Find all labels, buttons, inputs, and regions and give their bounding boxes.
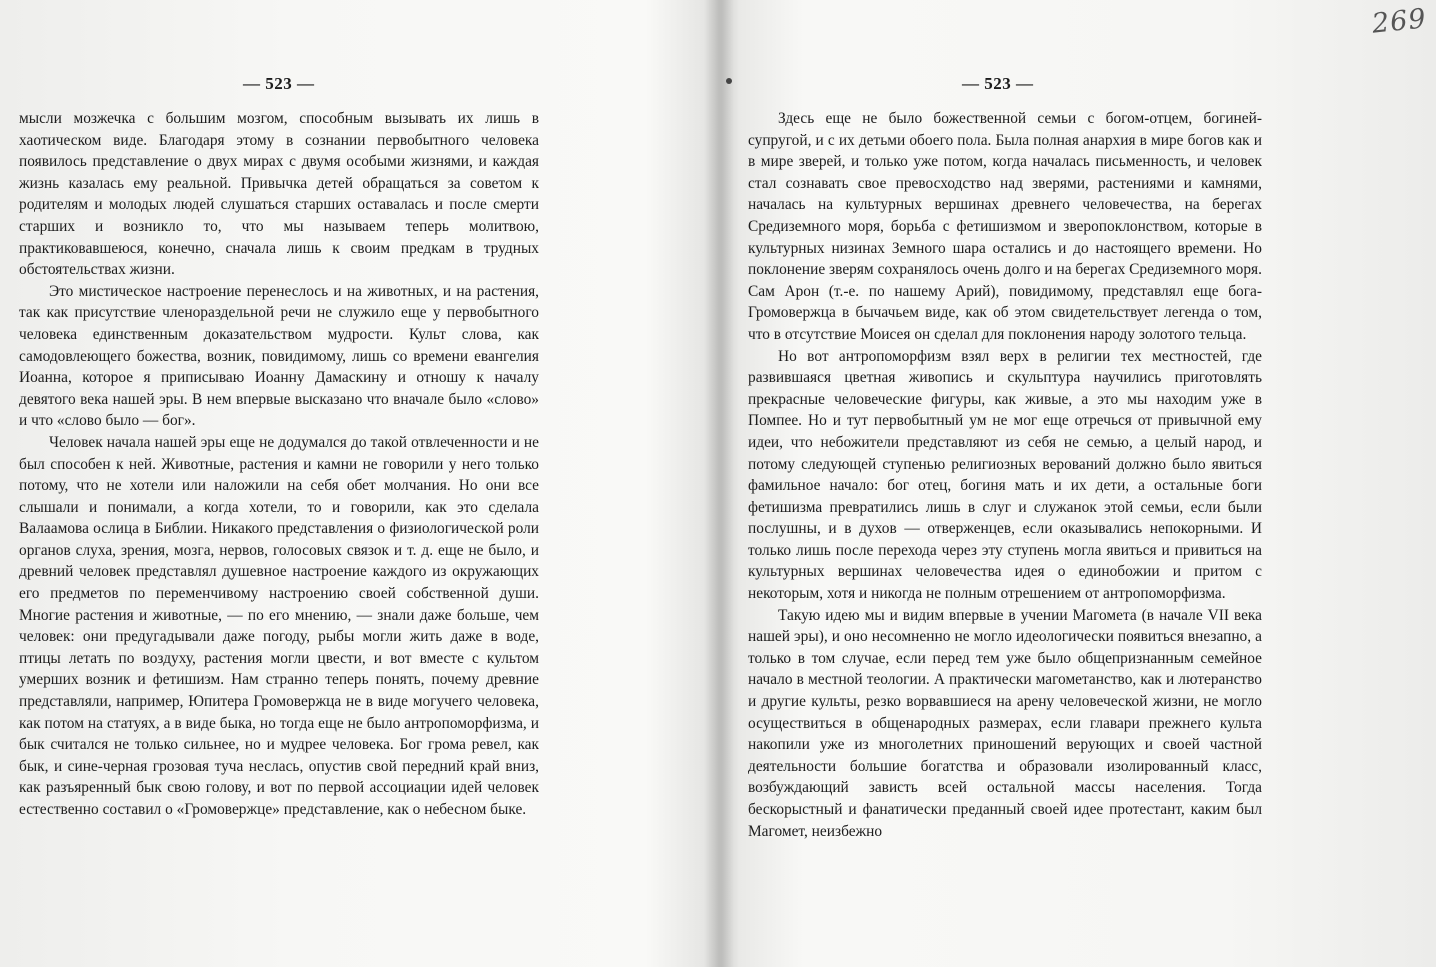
paragraph: Такую идею мы и видим впервые в учении Магомета (в начале VII века нашей эры), и оно несомненно не могло идеологически появиться внезапно, а только в том случае, если перед тем уже было общепризнанным семейное начало в местной теологии. А практически магометанство, как и лютеранство и другие культы, резко ворвавшиеся на арену человеческой жизни, не могло осуществиться в общенародных размерах, если главари прежнего культа накопили уже из многолетних приношений верующих и своей частной деятельности большие богатства и образовали изолированный класс, возбуждающий зависть всей остальной массы населения. Тогда бескорыстный и фанатически преданный своей идее протестант, каким был Магомет, неизбежно	[748, 606, 1262, 840]
binding-dot	[726, 78, 732, 84]
page-number: — 523 —	[962, 74, 1034, 93]
handwritten-folio-number: 269	[1370, 3, 1429, 40]
paragraph: Это мистическое настроение перенеслось и на животных, и на растения, так как присутствие членораздельной речи не служило еще у первобытного человека единственным доказательством мудрости. Культ слова, как самодовлеющего божества, возник, повидимому, лишь со времени евангелия Иоанна, которое я приписываю Иоанну Дамаскину и отношу к началу девятого века нашей эры. В нем впервые высказано что вначале было «слово» и что «слово было — бог».	[19, 282, 539, 430]
page-text	[19, 108, 539, 821]
page-number: — 523 —	[243, 74, 315, 93]
paragraph: мысли мозжечка с большим мозгом, способным вызывать их лишь в хаотическом виде. Благодаря этому в сознании первобытного человека появилось представление о двух мирах с двумя особыми жизнями, и каждая жизнь казалась ему реальной. Привычка детей обращаться за советом к родителям и молодых людей слушаться старших оставалась и после смерти старших и возникло то, что мы называем теперь молитвою, практиковавшеюся, конечно, сначала лишь к своим предкам в трудных обстоятельствах жизни.	[19, 110, 539, 279]
right-page	[718, 0, 1436, 967]
page-text	[748, 108, 1262, 842]
paragraph: Человек начала нашей эры еще не додумался до такой отвлеченности и не был способен к ней. Животные, растения и камни не говорили у него только потому, что не хотели или наложили на себя обет молчания. Но они все слышали и понимали, а когда хотели, то и говорили, как это сделала Валаамова ослица в Библии. Никакого представления о физиологической роли органов слуха, зрения, мозга, нервов, голосовых связок и т. д. еще не было, и древний человек представлял душевное настроение каждого из окружающих его предметов по переменчивому настроению своей собственной души. Многие растения и животные, — по его мнению, — знали даже больше, чем человек: они предугадывали даже погоду, рыбы могли жить даже в воде, птицы летать по воздуху, растения могли цвести, и вот вместе с культом умерших возник и фетишизм. Нам странно теперь понять, почему древние представляли, например, Юпитера Громовержца не в виде могучего человека, как потом на статуях, а в виде быка, но тогда еще не было антропоморфизма, и бык считался не только сильнее, но и мудрее человека. Бог грома ревел, как бык, и сине-черная грозовая туча неслась, опустив свой передний край вниз, как разъяренный бык свою голову, и вот по первой ассоциации идей человек естественно составил о «Громовержце» представление, как о небесном быке.	[19, 433, 539, 818]
paragraph: Здесь еще не было божественной семьи с богом-отцем, богиней-супругой, и с их детьми обоего пола. Была полная анархия в мире богов как и в мире зверей, и только уже потом, когда началась письменность, и человек стал сознавать свое превосходство над зверями, растениями и камнями, началась на культурных вершинах древнего человечества, на берегах Средиземного моря, борьба с фетишизмом и зверопоклонством, которые в культурных низинах Земного шара остались и до настоящего времени. Но поклонение зверям сохранялось очень долго и на берегах Средиземного моря. Сам Арон (т.-е. по нашему Арий), повидимому, представлял еще бога-Громовержца в бычачьем виде, как об этом свидетельствует легенда о том, что в отсутствие Моисея он сделал для поклонения народу золотого тельца.	[748, 110, 1262, 343]
paragraph: Но вот антропоморфизм взял верх в религии тех местностей, где развившаяся цветная живопись и скульптура научились приготовлять прекрасные человеческие фигуры, как живые, а это мы находим уже в Помпее. Но и тут первобытный ум не мог еще отречься от привычной ему идеи, что небожители представляют из себя не семью, а целый народ, и потому следующей ступенью религиозных верований должно было явиться фамильное начало: бог отец, богиня мать и их дети, а остальные боги фетишизма превратились лишь в слуг и служанок этой семьи, если были послушны, и в духов — отверженцев, если оказывались непокорными. И только лишь после перехода через эту ступень могла явиться и привиться на культурных вершинах человечества идея о единобожии и притом с некоторым, хотя и никогда не полным отрешением от антропоморфизма.	[748, 347, 1262, 603]
